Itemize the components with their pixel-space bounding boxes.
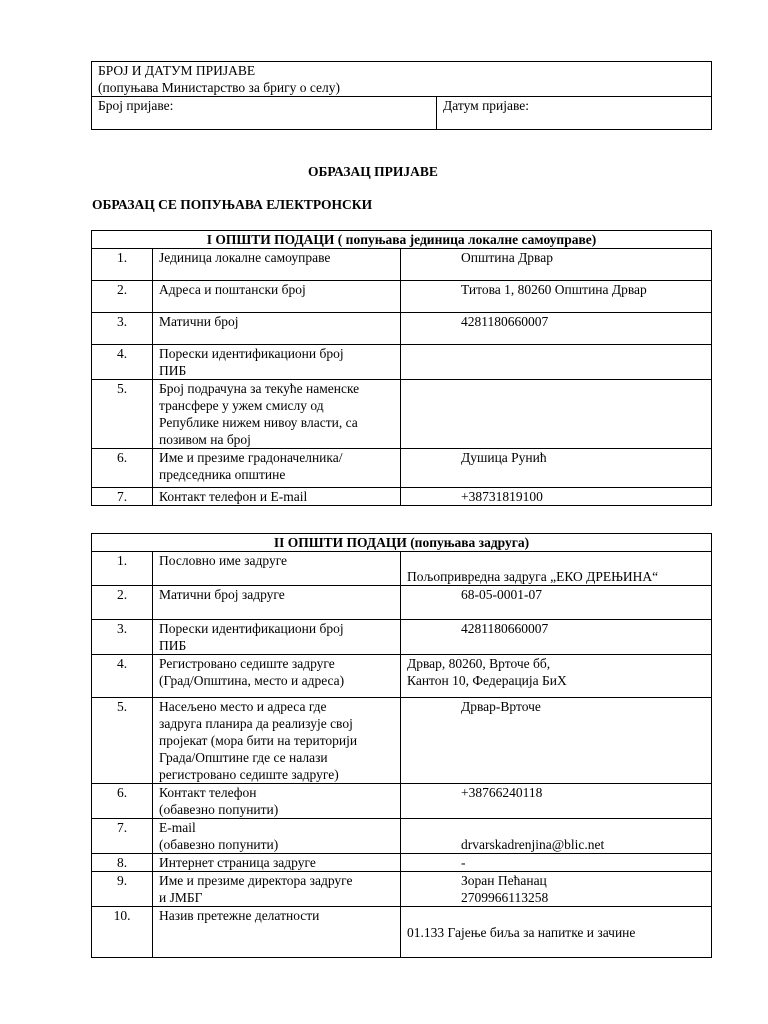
- row-label: E-mail (обавезно попунити): [153, 819, 401, 854]
- row-number: 10.: [92, 907, 153, 958]
- row-label: Адреса и поштански број: [153, 281, 401, 313]
- row-value[interactable]: Дрвар, 80260, Врточе бб, Кантон 10, Федерација БиХ: [401, 655, 712, 698]
- row-label: Контакт телефон и E-mail: [153, 488, 401, 506]
- row-label: Контакт телефон (обавезно попунити): [153, 784, 401, 819]
- row-label: Број подрачуна за текуће наменске трансфере у ужем смислу од Републике нижем нивоу власти, са позивом на број: [153, 380, 401, 449]
- row-label: Интернет страница задруге: [153, 854, 401, 872]
- row-number: 9.: [92, 872, 153, 907]
- row-label: Име и презиме градоначелника/ председника општине: [153, 449, 401, 488]
- row-label: Матични број задруге: [153, 586, 401, 620]
- row-value[interactable]: Општина Дрвар: [401, 249, 712, 281]
- row-label: Име и презиме директора задруге и ЈМБГ: [153, 872, 401, 907]
- row-value[interactable]: [401, 345, 712, 380]
- row-value[interactable]: Дрвар-Врточе: [401, 698, 712, 784]
- row-number: 5.: [92, 380, 153, 449]
- row-number: 4.: [92, 655, 153, 698]
- table-row: [92, 488, 712, 506]
- registration-subheading: (попуњава Министарство за бригу о селу): [98, 80, 340, 95]
- row-value[interactable]: 4281180660007: [401, 313, 712, 345]
- table-row: [92, 345, 712, 380]
- application-number-field[interactable]: Број пријаве:: [92, 97, 437, 130]
- section2-header: II ОПШТИ ПОДАЦИ (попуњава задруга): [92, 534, 712, 552]
- table-row: [92, 313, 712, 345]
- row-number: 2.: [92, 281, 153, 313]
- section1-header: I ОПШТИ ПОДАЦИ ( попуњава јединица локалне самоуправе): [92, 231, 712, 249]
- table-row: [92, 907, 712, 958]
- table-row: [92, 249, 712, 281]
- row-number: 8.: [92, 854, 153, 872]
- section1-table: [91, 230, 712, 506]
- row-number: 6.: [92, 784, 153, 819]
- row-number: 6.: [92, 449, 153, 488]
- table-row: [92, 281, 712, 313]
- row-number: 2.: [92, 586, 153, 620]
- row-label: Јединица локалне самоуправе: [153, 249, 401, 281]
- table-row: [92, 698, 712, 784]
- row-value[interactable]: 4281180660007: [401, 620, 712, 655]
- table-row: [92, 586, 712, 620]
- row-value[interactable]: Душица Рунић: [401, 449, 712, 488]
- row-number: 7.: [92, 819, 153, 854]
- row-number: 1.: [92, 249, 153, 281]
- table-row: [92, 449, 712, 488]
- registration-box: [91, 61, 712, 130]
- form-subtitle: ОБРАЗАЦ СЕ ПОПУЊАВА ЕЛЕКТРОНСКИ: [92, 197, 373, 212]
- table-row: [92, 380, 712, 449]
- row-value[interactable]: -: [401, 854, 712, 872]
- form-title: ОБРАЗАЦ ПРИЈАВЕ: [308, 164, 438, 179]
- row-value[interactable]: Пољопривредна задруга „ЕКО ДРЕЊИНА“: [401, 552, 712, 586]
- row-number: 5.: [92, 698, 153, 784]
- registration-box-heading-cell: [92, 62, 712, 97]
- row-value[interactable]: Титова 1, 80260 Општина Дрвар: [401, 281, 712, 313]
- application-date-field[interactable]: Датум пријаве:: [437, 97, 712, 130]
- table-row: [92, 819, 712, 854]
- section2-table: [91, 533, 712, 958]
- row-value[interactable]: +38731819100: [401, 488, 712, 506]
- row-value[interactable]: [401, 380, 712, 449]
- row-value[interactable]: drvarskadrenjina@blic.net: [401, 819, 712, 854]
- table-row: [92, 620, 712, 655]
- row-value[interactable]: 01.133 Гајење биља за напитке и зачине: [401, 907, 712, 958]
- table-row: [92, 655, 712, 698]
- row-label: Пословно име задруге: [153, 552, 401, 586]
- row-value[interactable]: +38766240118: [401, 784, 712, 819]
- registration-heading: БРОЈ И ДАТУМ ПРИЈАВЕ: [98, 63, 256, 78]
- row-label: Насељено место и адреса где задруга планира да реализује свој пројекат (мора бити на територији Града/Општине где се налази регистровано седиште задруге): [153, 698, 401, 784]
- row-label: Матични број: [153, 313, 401, 345]
- table-row: [92, 872, 712, 907]
- table-row: [92, 552, 712, 586]
- row-number: 3.: [92, 620, 153, 655]
- row-value[interactable]: Зоран Пећанац 2709966113258: [401, 872, 712, 907]
- row-label: Регистровано седиште задруге (Град/Општина, место и адреса): [153, 655, 401, 698]
- row-label: Порески идентификациони број ПИБ: [153, 345, 401, 380]
- table-row: [92, 784, 712, 819]
- row-value[interactable]: 68-05-0001-07: [401, 586, 712, 620]
- row-number: 1.: [92, 552, 153, 586]
- row-label: Порески идентификациони број ПИБ: [153, 620, 401, 655]
- row-number: 7.: [92, 488, 153, 506]
- row-number: 3.: [92, 313, 153, 345]
- row-number: 4.: [92, 345, 153, 380]
- row-label: Назив претежне делатности: [153, 907, 401, 958]
- table-row: [92, 854, 712, 872]
